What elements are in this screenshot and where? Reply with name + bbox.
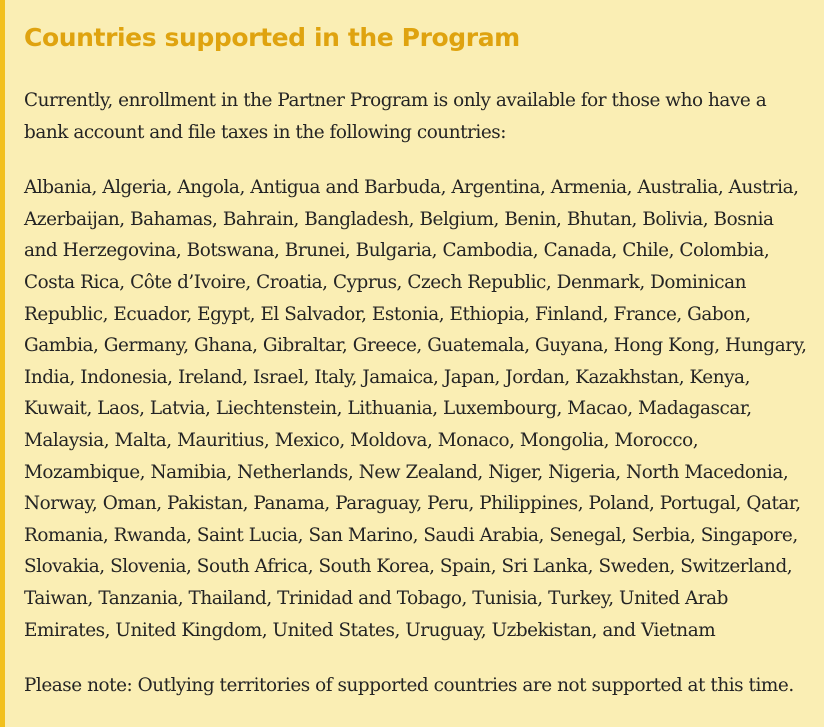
callout-title: Countries supported in the Program (24, 23, 520, 52)
countries-list-paragraph: Albania, Algeria, Angola, Antigua and Barbuda, Argentina, Armenia, Australia, Austria, Azerbaijan, Bahamas, Bahrain, Bangladesh, Belgium, Benin, Bhutan, Bolivia, Bosnia and Herzegovina, Botswana, Brunei, Bulgaria, Cambodia, Canada, Chile, Colombia, Costa Rica, Côte d’Ivoire, Croatia, Cyprus, Czech Republic, Denmark, Dominican Republic, Ecuador, Egypt, El Salvador, Estonia, Ethiopia, Finland, France, Gabon, Gambia, Germany, Ghana, Gibraltar, Greece, Guatemala, Guyana, Hong Kong, Hungary, India, Indonesia, Ireland, Israel, Italy, Jamaica, Japan, Jordan, Kazakhstan, Kenya, Kuwait, Laos, Latvia, Liechtenstein, Lithuania, Luxembourg, Macao, Madagascar, Malaysia, Malta, Mauritius, Mexico, Moldova, Monaco, Mongolia, Morocco, Mozambique, Namibia, Netherlands, New Zealand, Niger, Nigeria, North Macedonia, Norway, Oman, Pakistan, Panama, Paraguay, Peru, Philippines, Poland, Portugal, Qatar, Romania, Rwanda, Saint Lucia, San Marino, Saudi Arabia, Senegal, Serbia, Singapore, Slovakia, Slovenia, South Africa, South Korea, Spain, Sri Lanka, Sweden, Switzerland, Taiwan, Tanzania, Thailand, Trinidad and Tobago, Tunisia, Turkey, United Arab Emirates, United Kingdom, United States, Uruguay, Uzbekistan, and Vietnam (24, 177, 807, 641)
intro-paragraph: Currently, enrollment in the Partner Program is only available for those who have a bank account and file taxes in the following countries: (24, 90, 767, 143)
note-paragraph: Please note: Outlying territories of supported countries are not supported at this time. (24, 675, 794, 697)
